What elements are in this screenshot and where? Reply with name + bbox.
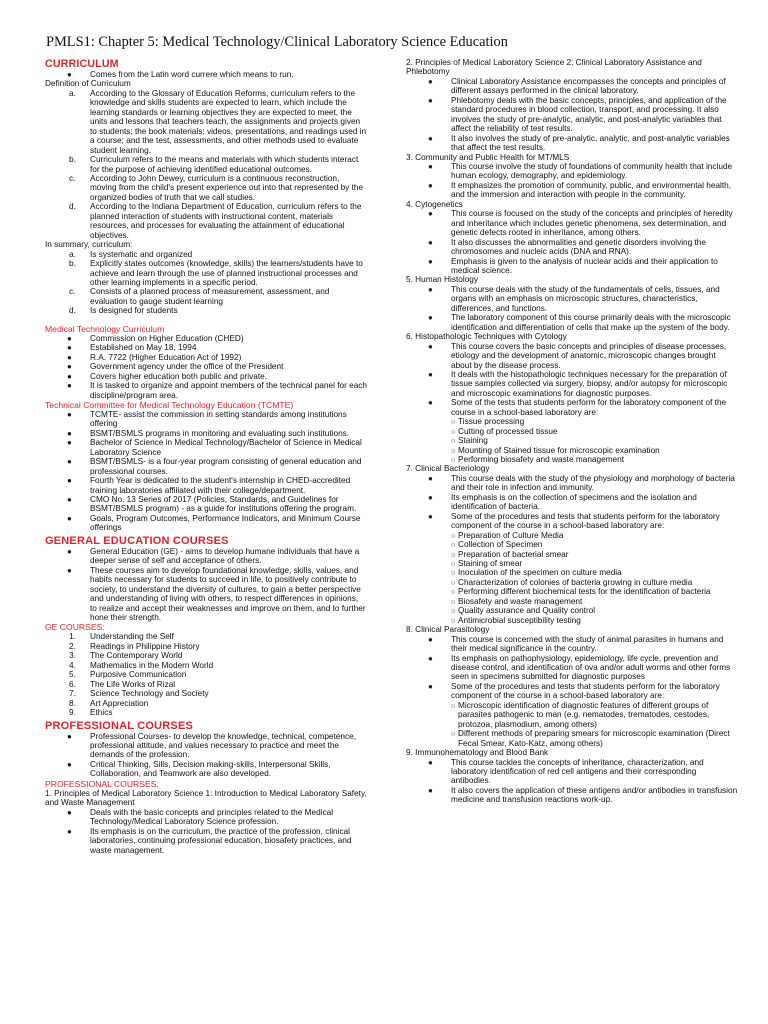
bullet-item [406,134,738,153]
list-marker: 7. [69,689,76,699]
item-text: Definition of Curriculum [45,79,131,89]
bullet-item [45,514,367,533]
item-text: Different methods of preparing smears for microscopic examination (Direct Fecal Smear, Kato-Katz, among others) [458,729,730,748]
item-text: It also discusses the abnormalities and genetic disorders involving the chromosomes and nucleic acids (DNA and RNA). [451,237,706,257]
item-text: Is systematic and organized [90,249,193,259]
bullet-icon: ● [67,826,72,836]
subsection-heading [45,622,367,632]
paragraph-line [45,240,367,249]
item-text: GENERAL EDUCATION COURSES [45,534,229,547]
bullet-icon: ● [428,785,433,795]
item-text: GE COURSES: [45,622,105,633]
bullet-item [45,343,367,352]
item-text: Phlebotomy deals with the basic concepts, principles, and application of the standard procedures in blood collection, transport, and processing. It also involves the study of pre-analytic, analytic, and post-analytic variables that affect the reliability of test results. [451,95,727,134]
bullet-item [406,181,738,200]
circle-bullet-icon: ○ [451,596,456,606]
sub-bullet-item [406,578,738,587]
lettered-item [45,287,367,306]
item-text: This course deals with the study of the fundamentals of cells, tissues, and organs with an emphasis on microscopic structures, characteristics, differences, and functions. [451,284,720,313]
bullet-icon: ● [67,343,72,353]
item-text: Understanding the Self [90,632,174,642]
item-text: BSMT/BSMLS- is a four-year program consisting of general education and professional courses. [90,457,362,476]
item-text: Ethics [90,708,113,718]
bullet-icon: ● [428,492,433,502]
item-text: Art Appreciation [90,698,149,708]
paragraph-line [406,748,738,757]
item-text: CMO No. 13 Series of 2017 (Policies, Standards, and Guidelines for BSMT/BSMLS program) - as a guide for institutions offering the program. [90,495,357,514]
item-text: Bachelor of Science in Medical Technology/Bachelor of Science in Medical Laboratory Science [90,438,362,457]
bullet-icon: ● [67,333,72,343]
item-text: Performing biosafety and waste management [458,455,625,465]
sub-bullet-item [406,559,738,568]
item-text: This course deals with the study of the physiology and morphology of bacteria and their role in infection and immunity. [451,473,735,493]
bullet-icon: ● [428,511,433,521]
paragraph-line [406,153,738,162]
bullet-item [45,827,367,855]
item-text: R.A. 7722 (Higher Education Act of 1992) [90,352,242,362]
numbered-item [45,632,367,641]
list-marker: b. [69,155,76,165]
sub-bullet-item [406,701,738,729]
lettered-item [45,306,367,315]
paragraph-line [406,464,738,473]
section-heading [45,58,367,70]
lettered-item [45,202,367,240]
paragraph-line [406,200,738,209]
bullet-item [406,257,738,276]
list-marker: 5. [69,670,76,680]
list-marker: c. [69,287,76,297]
circle-bullet-icon: ○ [451,426,456,436]
bullet-item [45,457,367,476]
section-heading [45,535,367,547]
lettered-item [45,259,367,287]
bullet-icon: ● [67,457,72,467]
circle-bullet-icon: ○ [451,729,456,739]
bullet-icon: ● [67,70,72,79]
bullet-icon: ● [428,256,433,266]
item-text: Mounting of Stained tissue for microscopic examination [458,445,660,455]
list-marker: a. [69,249,76,259]
bullet-item [406,77,738,96]
lettered-item [45,250,367,259]
bullet-icon: ● [428,653,433,663]
list-marker: 4. [69,660,76,670]
paragraph-line [406,332,738,341]
list-marker: 1. [69,632,76,642]
bullet-item [406,342,738,370]
sub-bullet-item [406,568,738,577]
bullet-icon: ● [67,513,72,523]
item-text: 2. Principles of Medical Laboratory Science 2: Clinical Laboratory Assistance and Phlebotomy [406,58,702,77]
section-heading [45,720,367,732]
item-text: Technical Committee for Medical Technology Education (TCMTE) [45,399,294,410]
item-text: Professional Courses- to develop the knowledge, technical, competence, professional attitude, and values necessary to practice and meet the demands of the profession. [90,731,356,760]
numbered-item [45,680,367,689]
circle-bullet-icon: ○ [451,559,456,569]
item-text: Tissue processing [458,417,525,427]
item-text: Some of the tests that students perform for the laboratory component of the course in a school-based laboratory are: [451,398,727,417]
bullet-item [406,635,738,654]
bullet-icon: ● [428,313,433,323]
paragraph-line [45,789,367,808]
item-text: Readings in Philippine History [90,641,200,651]
list-marker: d. [69,306,76,316]
bullet-item [406,238,738,257]
bullet-item [45,566,367,623]
item-text: Its emphasis is on the curriculum, the practice of the profession, clinical laboratories, continuing professional education, biosafety practices, and waste management. [90,826,352,855]
bullet-icon: ● [67,371,72,381]
bullet-icon: ● [428,209,433,219]
item-text: According to the Glossary of Education Reforms, curriculum refers to the knowledge and skills students are expected to learn, which include the learning standards or learning objectives they are expected to meet, the units and lessons that teachers teach, the assignments and projects given to students; the book materials; videos, presentations, and readings used in a course; and the test, assessments, and other methods used to evaluate student learning. [90,88,367,155]
circle-bullet-icon: ○ [451,606,456,616]
item-text: 1. Principles of Medical Laboratory Science 1: Introduction to Medical Laboratory Safety, and Waste Management [45,788,367,808]
sub-bullet-item [406,616,738,625]
item-text: These courses aim to develop foundational knowledge, skills, values, and habits necessary for students to succeed in life, to positively contribute to society, to understand the diversity of cultures, to gain a better perspective and understanding of living with others, to respect differences in opinions, to realize and accept their weaknesses and improve on them, and to further hone their strength. [90,565,366,623]
bullet-icon: ● [428,133,433,143]
list-marker: 3. [69,651,76,661]
circle-bullet-icon: ○ [451,540,456,550]
item-text: Government agency under the office of the President [90,362,284,372]
bullet-icon: ● [67,731,72,741]
sub-bullet-item [406,446,738,455]
bullet-item [45,808,367,827]
bullet-item [406,786,738,805]
sub-bullet-item [406,550,738,559]
item-text: 3. Community and Public Health for MT/MLS [406,152,570,162]
item-text: Emphasis is given to the analysis of nuclear acids and their application to medical science. [451,256,718,275]
item-text: It is tasked to organize and appoint members of the technical panel for each discipline/program area. [90,381,367,400]
sub-bullet-item [406,427,738,436]
numbered-item [45,642,367,651]
item-text: Commission on Higher Education (CHED) [90,333,244,343]
bullet-icon: ● [428,681,433,691]
item-text: Purposive Communication [90,670,187,680]
item-text: PROFESSIONAL COURSES [45,719,194,732]
bullet-icon: ● [67,362,72,372]
numbered-item [45,661,367,670]
item-text: It also involves the study of pre-analytic, analytic, and post-analytic variables that affect the test results. [451,133,730,153]
numbered-item [45,689,367,698]
bullet-item [45,438,367,457]
item-text: Consists of a planned process of measurement, assessment, and evaluation to gauge student learning [90,287,330,306]
lettered-item [45,89,367,155]
sub-bullet-item [406,606,738,615]
item-text: 8. Clinical Parasitology [406,625,490,635]
numbered-item [45,651,367,660]
item-text: The laboratory component of this course primarily deals with the microscopic identification and differentiation of cells that make up the system of the body. [451,313,731,332]
bullet-item [406,96,738,134]
bullet-item [45,70,367,79]
item-text: This course is focused on the study of the concepts and principles of heredity and inheritance which includes genetic phenomena, sex determination, and genetic defects rooted in inheritance, among others. [451,209,733,238]
item-text: Its emphasis on pathophysiology, epidemiology, life cycle, prevention and disease control, and identification of ova and/or adult worms and other forms seen in specimens submitted for diagnostic purposes [451,653,731,682]
bullet-item [406,370,738,398]
bullet-icon: ● [67,546,72,556]
numbered-item [45,670,367,679]
item-text: 7. Clinical Bacteriology [406,464,490,474]
item-text: The Contemporary World [90,651,183,661]
circle-bullet-icon: ○ [451,549,456,559]
page-title: PMLS1: Chapter 5: Medical Technology/Clinical Laboratory Science Education [46,34,508,50]
numbered-item [45,708,367,717]
sub-bullet-item [406,729,738,748]
item-text: Its emphasis is on the collection of specimens and the isolation and identification of bacteria. [451,492,697,512]
bullet-item [406,758,738,786]
bullet-icon: ● [428,634,433,644]
bullet-icon: ● [67,759,72,769]
bullet-icon: ● [428,237,433,247]
item-text: 5. Human Histology [406,275,478,285]
item-text: Clinical Laboratory Assistance encompasses the concepts and principles of different assays performed in the clinical laboratory. [451,76,726,96]
subsection-heading [45,400,367,410]
list-marker: 8. [69,698,76,708]
circle-bullet-icon: ○ [451,587,456,597]
sub-bullet-item [406,436,738,445]
item-text: General Education (GE) - aims to develop humane individuals that have a deeper sense of self and acceptance of others. [90,546,360,566]
bullet-item [45,547,367,566]
circle-bullet-icon: ○ [451,568,456,578]
bullet-item [45,372,367,381]
item-text: 4. Cytogenetics [406,199,463,209]
circle-bullet-icon: ○ [451,436,456,446]
sub-bullet-item [406,540,738,549]
circle-bullet-icon: ○ [451,455,456,465]
bullet-item [406,398,738,417]
item-text: Microscopic identification of diagnostic features of different groups of parasites pathogenic to man (e.g. nematodes, trematodes, cestodes, protozoa, plasmodium, among others) [458,700,710,729]
bullet-icon: ● [428,180,433,190]
circle-bullet-icon: ○ [451,700,456,710]
list-marker: d. [69,202,76,212]
item-text: Staining [458,436,488,446]
item-text: Preparation of bacterial smear [458,549,569,559]
item-text: PROFESSIONAL COURSES: [45,778,159,789]
list-marker: 2. [69,641,76,651]
item-text: Curriculum refers to the means and materials with which students interact for the purpose of achieving identified educational outcomes. [90,155,359,174]
bullet-icon: ● [428,473,433,483]
bullet-item [45,495,367,514]
lettered-item [45,155,367,174]
bullet-icon: ● [428,161,433,171]
sub-bullet-item [406,531,738,540]
item-text: It deals with the histopathologic techniques necessary for the preparation of tissue samples collected via surgery, biopsy, and/or autopsy for microscopic and microscopic examinations for diagnostic purposes. [451,369,728,398]
list-marker: c. [69,173,76,183]
bullet-item [45,429,367,438]
bullet-icon: ● [428,341,433,351]
circle-bullet-icon: ○ [451,530,456,540]
bullet-icon: ● [67,807,72,817]
list-marker: b. [69,259,76,269]
item-text: Antimicrobial susceptibility testing [458,615,581,625]
item-text: Deals with the basic concepts and principles related to the Medical Technology/Medical Laboratory Science profession. [90,807,334,827]
bullet-item [406,474,738,493]
bullet-item [45,410,367,429]
right-column [406,58,738,805]
item-text: According to John Dewey, curriculum is a continuous reconstruction, moving from the child's present experience out into that represented by the organized bodies of truth that we call studies. [90,173,364,202]
circle-bullet-icon: ○ [451,577,456,587]
bullet-icon: ● [428,757,433,767]
bullet-item [45,334,367,343]
item-text: The Life Works of Rizal [90,679,176,689]
item-text: Performing different biochemical tests for the identification of bacteria [458,587,711,597]
item-text: Science Technology and Society [90,689,209,699]
item-text: Medical Technology Curriculum [45,323,165,334]
bullet-icon: ● [67,428,72,438]
paragraph-line [45,79,367,88]
bullet-icon: ● [428,76,433,86]
lettered-item [45,174,367,202]
bullet-icon: ● [67,565,72,575]
bullet-icon: ● [67,409,72,419]
item-text: According to the Indiana Department of Education, curriculum refers to the planned interaction of students with instructional content, materials resources, and processes for evaluating the attainment of educational objectives. [90,202,362,240]
item-text: This course covers the basic concepts and principles of disease processes, etiology and the development of anatomic, microscopic changes brought about by the disease process. [451,341,727,370]
sub-bullet-item [406,597,738,606]
subsection-heading [45,779,367,789]
paragraph-line [406,58,738,77]
item-text: Biosafety and waste management [458,596,583,606]
bullet-item [45,381,367,400]
item-text: Inoculation of the specimen on culture media [458,568,622,578]
bullet-item [406,209,738,237]
item-text: Cutting of processed tissue [458,426,558,436]
item-text: Some of the procedures and tests that students perform for the laboratory component of the course in a school-based laboratory are: [451,681,720,701]
bullet-item [45,476,367,495]
list-marker: a. [69,88,76,98]
item-text: Is designed for students [90,306,178,316]
bullet-icon: ● [428,95,433,105]
item-text: Comes from the Latin word currere which means to run. [90,70,294,79]
bullet-icon: ● [67,495,72,505]
list-marker: 6. [69,679,76,689]
sub-bullet-item [406,455,738,464]
bullet-icon: ● [67,352,72,362]
list-marker: 9. [69,708,76,718]
item-text: Critical Thinking, Sills, Decision making-skills, Interpersonal Skills, Collaboration, and Teamwork are also developed. [90,759,331,779]
item-text: It also covers the application of these antigens and/or antibodies in transfusion medicine and transfusion reactions work-up. [451,785,738,805]
left-column [45,58,367,855]
bullet-item [406,654,738,682]
item-text: Explicitly states outcomes (knowledge, skills) the learners/students have to achieve and learn through the use of planned instructional processes and other learning implements in a specific period. [90,259,363,287]
item-text: In summary, curriculum: [45,240,133,250]
item-text: Quality assurance and Quality control [458,606,596,616]
paragraph-line [406,275,738,284]
bullet-item [45,362,367,371]
bullet-icon: ● [67,381,72,391]
item-text: Covers higher education both public and private. [90,371,268,381]
bullet-item [406,682,738,701]
item-text: Mathematics in the Modern World [90,660,214,670]
item-text: Established on May 18, 1994 [90,343,197,353]
bullet-icon: ● [67,438,72,448]
paragraph-line [406,625,738,634]
sub-bullet-item [406,587,738,596]
item-text: This course tackles the concepts of inheritance, characterization, and laboratory identification of red cell antigens and their corresponding antibodies. [451,757,704,786]
item-text: CURRICULUM [45,58,119,70]
bullet-icon: ● [428,284,433,294]
numbered-item [45,699,367,708]
bullet-item [45,760,367,779]
item-text: Goals, Program Outcomes, Performance Indicators, and Minimum Course offerings [90,513,361,533]
bullet-item [406,512,738,531]
item-text: This course is concerned with the study of animal parasites in humans and their medical significance in the country. [451,634,724,654]
bullet-icon: ● [428,369,433,379]
circle-bullet-icon: ○ [451,417,456,427]
item-text: Fourth Year is dedicated to the student's internship in CHED-accredited training laboratories affiliated with their college/department. [90,476,351,495]
bullet-item [406,493,738,512]
bullet-icon: ● [428,398,433,408]
bullet-item [406,162,738,181]
circle-bullet-icon: ○ [451,615,456,625]
bullet-item [45,353,367,362]
subsection-heading [45,324,367,334]
item-text: Preparation of Culture Media [458,530,564,540]
bullet-item [406,313,738,332]
item-text: BSMT/BSMLS programs in monitoring and evaluating such institutions. [90,428,350,438]
item-text: This course involve the study of foundations of community health that include human ecology, demography, and epidemiology. [451,161,733,181]
bullet-item [45,732,367,760]
item-text: Staining of smear [458,559,523,569]
bullet-icon: ● [67,476,72,486]
sub-bullet-item [406,417,738,426]
item-text: It emphasizes the promotion of community, public, and environmental health, and the immersion and interaction with people in the community. [451,180,732,200]
item-text: 6. Histopathologic Techniques with Cytology [406,332,567,342]
item-text: 9. Immunohematology and Blood Bank [406,748,549,758]
item-text: Some of the procedures and tests that students perform for the laboratory component of the course in a school-based laboratory are: [451,511,720,531]
item-text: TCMTE- assist the commission in setting standards among institutions offering [90,409,347,429]
item-text: Collection of Specimen [458,540,543,550]
circle-bullet-icon: ○ [451,445,456,455]
item-text: Characterization of colonies of bacteria growing in culture media [458,577,693,587]
bullet-item [406,285,738,313]
